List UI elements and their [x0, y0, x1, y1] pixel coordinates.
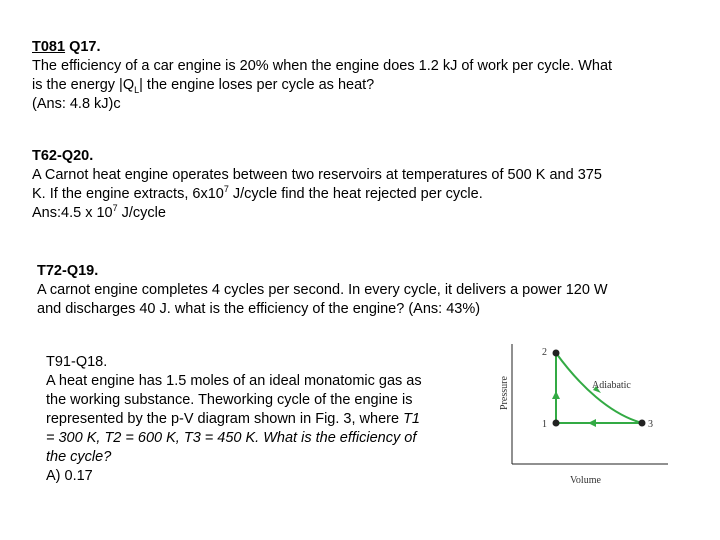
y-axis-label: Pressure [499, 376, 510, 410]
text-fragment: represented by the p-V diagram shown in Fig. 3, where [46, 411, 404, 427]
adiabatic-label: Adiabatic [592, 380, 631, 391]
answer-text: (Ans: 4.8 kJ)c [32, 96, 121, 112]
question-text-line: the cycle? [46, 449, 112, 465]
point-1-label: 1 [542, 419, 547, 430]
question-t91-q18 [46, 353, 476, 486]
title-number: Q17. [65, 39, 101, 55]
text-fragment: J/cycle find the heat rejected per cycle. [228, 186, 483, 202]
text-fragment: J/cycle [117, 205, 166, 221]
text-fragment: T1 [403, 411, 420, 427]
text-fragment: is the energy |Q [32, 77, 135, 93]
point-2-label: 2 [542, 347, 547, 358]
question-title: T91-Q18. [46, 354, 108, 370]
point-3-label: 3 [648, 419, 653, 430]
question-text-line [32, 76, 697, 95]
superscript: 7 [223, 184, 229, 195]
point-1-dot [553, 420, 560, 427]
answer-text: A) 0.17 [46, 468, 93, 484]
question-text-line: the working substance. Theworking cycle of the engine is [46, 392, 413, 408]
question-t081-q17 [32, 38, 697, 114]
superscript: 7 [112, 203, 118, 214]
question-text-line: and discharges 40 J. what is the efficiency of the engine? (Ans: 43%) [37, 301, 481, 317]
question-text-line: A heat engine has 1.5 moles of an ideal monatomic gas as [46, 373, 422, 389]
point-3-dot [639, 420, 646, 427]
question-title: T72-Q19. [37, 263, 99, 279]
x-axis-label: Volume [570, 475, 601, 486]
question-text-line: The efficiency of a car engine is 20% when the engine does 1.2 kJ of work per cycle. What [32, 58, 613, 74]
question-title [32, 38, 697, 57]
question-text-line: A carnot engine completes 4 cycles per second. In every cycle, it delivers a power 120 W [37, 282, 608, 298]
answer-text [32, 204, 697, 223]
arrow-left-icon [588, 419, 596, 427]
question-title: T62-Q20. [32, 148, 94, 164]
question-text-line [46, 410, 476, 429]
title-code: T081 [32, 39, 66, 55]
question-text-line: = 300 K, T2 = 600 K, T3 = 450 K. What is the efficiency of [46, 430, 417, 446]
text-fragment: | the engine loses per cycle as heat? [139, 77, 375, 93]
pv-diagram [490, 336, 680, 491]
question-t62-q20 [32, 147, 697, 223]
point-2-dot [553, 350, 560, 357]
pv-diagram-svg [490, 336, 680, 491]
text-fragment: Ans:4.5 x 10 [32, 205, 113, 221]
question-text-line [32, 185, 697, 204]
question-t72-q19 [37, 262, 697, 319]
subscript: L [134, 84, 140, 95]
arrow-up-icon [552, 391, 560, 399]
question-text-line: A Carnot heat engine operates between two reservoirs at temperatures of 500 K and 375 [32, 167, 602, 183]
text-fragment: K. If the engine extracts, 6x10 [32, 186, 224, 202]
